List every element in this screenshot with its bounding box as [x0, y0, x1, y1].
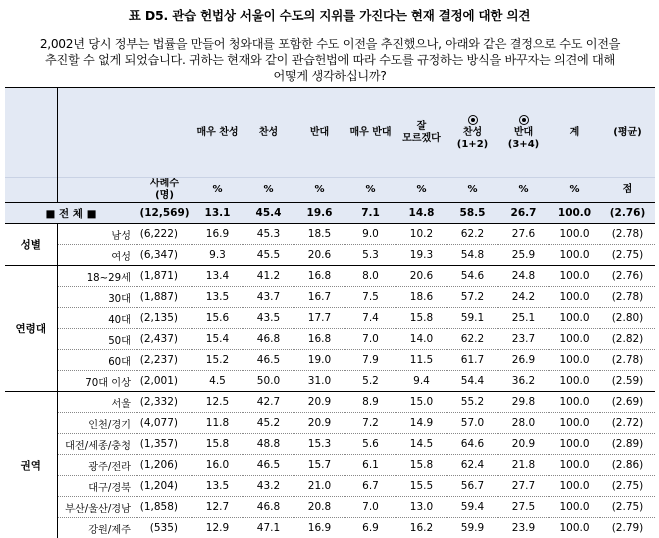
row-value: 21.8	[498, 455, 549, 476]
row-n: (4,077)	[137, 413, 192, 434]
row-value: 12.7	[192, 497, 243, 518]
row-value: (2.59)	[600, 371, 655, 392]
row-value: 45.5	[243, 245, 294, 266]
table-row	[5, 224, 655, 245]
row-label: 인천/경기	[57, 413, 137, 434]
col-agree-sum-line1: 찬성	[447, 127, 498, 139]
row-value: 46.5	[243, 350, 294, 371]
row-value: (2.72)	[600, 413, 655, 434]
row-value: 5.6	[345, 434, 396, 455]
unit-n-line1: 사례수	[137, 178, 192, 190]
row-value: 16.0	[192, 455, 243, 476]
col-mean: (평균)	[600, 88, 655, 178]
row-value: 100.0	[549, 308, 600, 329]
row-label: 강원/제주	[57, 518, 137, 538]
row-value: 57.2	[447, 287, 498, 308]
row-value: 14.5	[396, 434, 447, 455]
row-value: 100.0	[549, 224, 600, 245]
col-agree-sum-line2: (1+2)	[447, 139, 498, 151]
row-value: 13.0	[396, 497, 447, 518]
row-value: 62.4	[447, 455, 498, 476]
table-row	[5, 308, 655, 329]
col-total: 계	[549, 88, 600, 178]
total-row-value: 100.0	[549, 203, 600, 224]
col-dont-know-line2: 모르겠다	[396, 133, 447, 145]
row-value: 21.0	[294, 476, 345, 497]
row-value: (2.79)	[600, 518, 655, 538]
table-row	[5, 371, 655, 392]
unit-pct: %	[549, 178, 600, 203]
row-value: 45.3	[243, 224, 294, 245]
row-value: 12.5	[192, 392, 243, 413]
row-value: 61.7	[447, 350, 498, 371]
row-value: 7.0	[345, 497, 396, 518]
row-label: 대구/경북	[57, 476, 137, 497]
row-value: 100.0	[549, 476, 600, 497]
row-value: 100.0	[549, 413, 600, 434]
row-n: (1,858)	[137, 497, 192, 518]
row-value: 46.8	[243, 497, 294, 518]
row-label: 70대 이상	[57, 371, 137, 392]
row-value: 11.8	[192, 413, 243, 434]
group-label: 연령대	[5, 266, 57, 392]
results-table	[5, 87, 655, 538]
row-value: 100.0	[549, 371, 600, 392]
row-value: 25.1	[498, 308, 549, 329]
total-row-value: 14.8	[396, 203, 447, 224]
row-n: (2,237)	[137, 350, 192, 371]
row-value: 24.2	[498, 287, 549, 308]
row-value: 20.8	[294, 497, 345, 518]
row-value: 6.1	[345, 455, 396, 476]
table-row	[5, 434, 655, 455]
row-value: 7.0	[345, 329, 396, 350]
col-oppose: 반대	[294, 88, 345, 178]
row-value: 7.4	[345, 308, 396, 329]
row-value: 10.2	[396, 224, 447, 245]
row-value: 100.0	[549, 329, 600, 350]
unit-n-line2: (명)	[137, 190, 192, 202]
total-row	[5, 203, 655, 224]
row-value: 15.7	[294, 455, 345, 476]
row-value: 6.9	[345, 518, 396, 538]
header-blank	[57, 88, 137, 178]
col-dont-know-line1: 잘	[396, 121, 447, 133]
bullet-circle-icon	[468, 115, 478, 125]
row-value: 20.6	[294, 245, 345, 266]
row-value: 15.3	[294, 434, 345, 455]
row-value: 15.8	[396, 308, 447, 329]
row-value: 64.6	[447, 434, 498, 455]
row-value: 25.9	[498, 245, 549, 266]
row-value: (2.89)	[600, 434, 655, 455]
row-label: 50대	[57, 329, 137, 350]
table-row	[5, 392, 655, 413]
row-value: 5.2	[345, 371, 396, 392]
row-value: 7.2	[345, 413, 396, 434]
row-value: 9.3	[192, 245, 243, 266]
row-value: 36.2	[498, 371, 549, 392]
row-value: (2.78)	[600, 350, 655, 371]
row-value: 20.9	[294, 413, 345, 434]
row-label: 여성	[57, 245, 137, 266]
row-value: 13.5	[192, 287, 243, 308]
row-value: 26.9	[498, 350, 549, 371]
row-value: 16.9	[294, 518, 345, 538]
total-row-n: (12,569)	[137, 203, 192, 224]
row-value: 59.9	[447, 518, 498, 538]
row-n: (1,887)	[137, 287, 192, 308]
row-label: 18~29세	[57, 266, 137, 287]
col-very-oppose: 매우 반대	[345, 88, 396, 178]
total-row-value: 45.4	[243, 203, 294, 224]
row-n: (2,332)	[137, 392, 192, 413]
unit-pct: %	[294, 178, 345, 203]
row-value: 62.2	[447, 329, 498, 350]
row-n: (1,206)	[137, 455, 192, 476]
row-value: 5.3	[345, 245, 396, 266]
row-value: 15.2	[192, 350, 243, 371]
row-value: 23.7	[498, 329, 549, 350]
table-row	[5, 287, 655, 308]
row-value: 46.8	[243, 329, 294, 350]
row-value: 100.0	[549, 287, 600, 308]
row-value: 48.8	[243, 434, 294, 455]
row-value: (2.69)	[600, 392, 655, 413]
row-label: 부산/울산/경남	[57, 497, 137, 518]
row-value: 8.9	[345, 392, 396, 413]
table-row	[5, 518, 655, 538]
bullet-circle-icon	[519, 115, 529, 125]
total-row-value: 58.5	[447, 203, 498, 224]
question-line-2: 추진할 수 없게 되었습니다. 귀하는 현재와 같이 관습헌법에 따라 수도를 규정하는 방식을 바꾸자는 의견에 대해	[6, 52, 654, 68]
row-value: 54.8	[447, 245, 498, 266]
total-row-value: 19.6	[294, 203, 345, 224]
row-value: 100.0	[549, 245, 600, 266]
table-row	[5, 476, 655, 497]
row-value: 8.0	[345, 266, 396, 287]
row-value: 17.7	[294, 308, 345, 329]
row-value: 41.2	[243, 266, 294, 287]
row-value: 13.4	[192, 266, 243, 287]
row-value: 54.4	[447, 371, 498, 392]
row-value: 9.4	[396, 371, 447, 392]
row-value: 54.6	[447, 266, 498, 287]
row-value: 45.2	[243, 413, 294, 434]
row-value: (2.78)	[600, 224, 655, 245]
unit-pct: %	[243, 178, 294, 203]
row-value: 7.5	[345, 287, 396, 308]
row-value: 55.2	[447, 392, 498, 413]
row-label: 서울	[57, 392, 137, 413]
row-value: 46.5	[243, 455, 294, 476]
row-value: 57.0	[447, 413, 498, 434]
row-label: 30대	[57, 287, 137, 308]
row-value: 15.8	[396, 455, 447, 476]
col-agree: 찬성	[243, 88, 294, 178]
col-agree-sum	[447, 88, 498, 178]
row-value: 100.0	[549, 518, 600, 538]
unit-pct: %	[447, 178, 498, 203]
row-n: (2,135)	[137, 308, 192, 329]
row-value: 29.8	[498, 392, 549, 413]
question-line-3: 어떻게 생각하십니까?	[6, 68, 654, 84]
row-value: 20.9	[498, 434, 549, 455]
row-value: (2.78)	[600, 287, 655, 308]
row-value: 9.0	[345, 224, 396, 245]
row-value: 50.0	[243, 371, 294, 392]
row-value: 62.2	[447, 224, 498, 245]
header-label-cell	[5, 88, 57, 178]
row-value: 27.6	[498, 224, 549, 245]
row-value: 59.1	[447, 308, 498, 329]
row-value: 20.6	[396, 266, 447, 287]
row-value: 18.6	[396, 287, 447, 308]
table-row	[5, 329, 655, 350]
table-row	[5, 497, 655, 518]
unit-row	[5, 178, 655, 203]
row-value: 11.5	[396, 350, 447, 371]
row-value: 15.0	[396, 392, 447, 413]
row-value: 43.5	[243, 308, 294, 329]
row-value: (2.86)	[600, 455, 655, 476]
row-value: 13.5	[192, 476, 243, 497]
row-value: 16.8	[294, 329, 345, 350]
row-value: 12.9	[192, 518, 243, 538]
row-value: 15.4	[192, 329, 243, 350]
row-n: (2,437)	[137, 329, 192, 350]
col-oppose-sum-line2: (3+4)	[498, 139, 549, 151]
row-value: 15.8	[192, 434, 243, 455]
table-title: 표 D5. 관습 헌법상 서울이 수도의 지위를 가진다는 현재 결정에 대한 의견	[0, 6, 659, 24]
row-value: 14.0	[396, 329, 447, 350]
table-row	[5, 245, 655, 266]
row-value: 19.0	[294, 350, 345, 371]
row-n: (1,204)	[137, 476, 192, 497]
total-row-value: 13.1	[192, 203, 243, 224]
row-value: 100.0	[549, 455, 600, 476]
unit-pct: %	[498, 178, 549, 203]
col-dont-know	[396, 88, 447, 178]
row-label: 대전/세종/충청	[57, 434, 137, 455]
row-value: 19.3	[396, 245, 447, 266]
row-value: 27.5	[498, 497, 549, 518]
row-value: 42.7	[243, 392, 294, 413]
row-value: 100.0	[549, 392, 600, 413]
row-value: 43.2	[243, 476, 294, 497]
row-value: 100.0	[549, 497, 600, 518]
row-n: (1,871)	[137, 266, 192, 287]
row-value: (2.75)	[600, 497, 655, 518]
unit-pct: %	[396, 178, 447, 203]
total-row-value: 7.1	[345, 203, 396, 224]
table-row	[5, 350, 655, 371]
unit-pct: %	[345, 178, 396, 203]
row-value: 100.0	[549, 266, 600, 287]
row-value: 27.7	[498, 476, 549, 497]
row-value: 14.9	[396, 413, 447, 434]
row-value: 23.9	[498, 518, 549, 538]
row-value: 16.7	[294, 287, 345, 308]
col-oppose-sum	[498, 88, 549, 178]
row-label: 광주/전라	[57, 455, 137, 476]
row-value: 47.1	[243, 518, 294, 538]
row-value: 4.5	[192, 371, 243, 392]
row-value: (2.75)	[600, 476, 655, 497]
row-n: (1,357)	[137, 434, 192, 455]
row-value: 56.7	[447, 476, 498, 497]
table-row	[5, 413, 655, 434]
row-value: 59.4	[447, 497, 498, 518]
row-value: (2.76)	[600, 266, 655, 287]
unit-n	[137, 178, 192, 203]
row-label: 40대	[57, 308, 137, 329]
row-value: 6.7	[345, 476, 396, 497]
row-value: (2.82)	[600, 329, 655, 350]
header-n	[137, 88, 192, 178]
table-row	[5, 266, 655, 287]
row-value: (2.75)	[600, 245, 655, 266]
row-value: 43.7	[243, 287, 294, 308]
table-row	[5, 455, 655, 476]
total-row-label: ■ 전 체 ■	[5, 203, 137, 224]
row-value: (2.80)	[600, 308, 655, 329]
group-label: 권역	[5, 392, 57, 538]
col-very-agree: 매우 찬성	[192, 88, 243, 178]
col-oppose-sum-line1: 반대	[498, 127, 549, 139]
row-value: 16.8	[294, 266, 345, 287]
survey-question	[6, 36, 654, 84]
row-label: 60대	[57, 350, 137, 371]
question-line-1: 2,002년 당시 정부는 법률을 만들어 청와대를 포함한 수도 이전을 추진했으나, 아래와 같은 결정으로 수도 이전을	[6, 36, 654, 52]
row-n: (6,347)	[137, 245, 192, 266]
row-n: (6,222)	[137, 224, 192, 245]
row-value: 15.5	[396, 476, 447, 497]
header-row	[5, 88, 655, 178]
total-row-value: 26.7	[498, 203, 549, 224]
row-n: (2,001)	[137, 371, 192, 392]
group-label: 성별	[5, 224, 57, 266]
row-value: 20.9	[294, 392, 345, 413]
row-value: 18.5	[294, 224, 345, 245]
row-value: 16.9	[192, 224, 243, 245]
row-value: 24.8	[498, 266, 549, 287]
row-value: 100.0	[549, 434, 600, 455]
row-value: 7.9	[345, 350, 396, 371]
row-value: 16.2	[396, 518, 447, 538]
row-value: 15.6	[192, 308, 243, 329]
row-value: 100.0	[549, 350, 600, 371]
row-value: 28.0	[498, 413, 549, 434]
row-n: (535)	[137, 518, 192, 538]
unit-pct: %	[192, 178, 243, 203]
total-row-value: (2.76)	[600, 203, 655, 224]
row-value: 31.0	[294, 371, 345, 392]
unit-pt: 점	[600, 178, 655, 203]
row-label: 남성	[57, 224, 137, 245]
